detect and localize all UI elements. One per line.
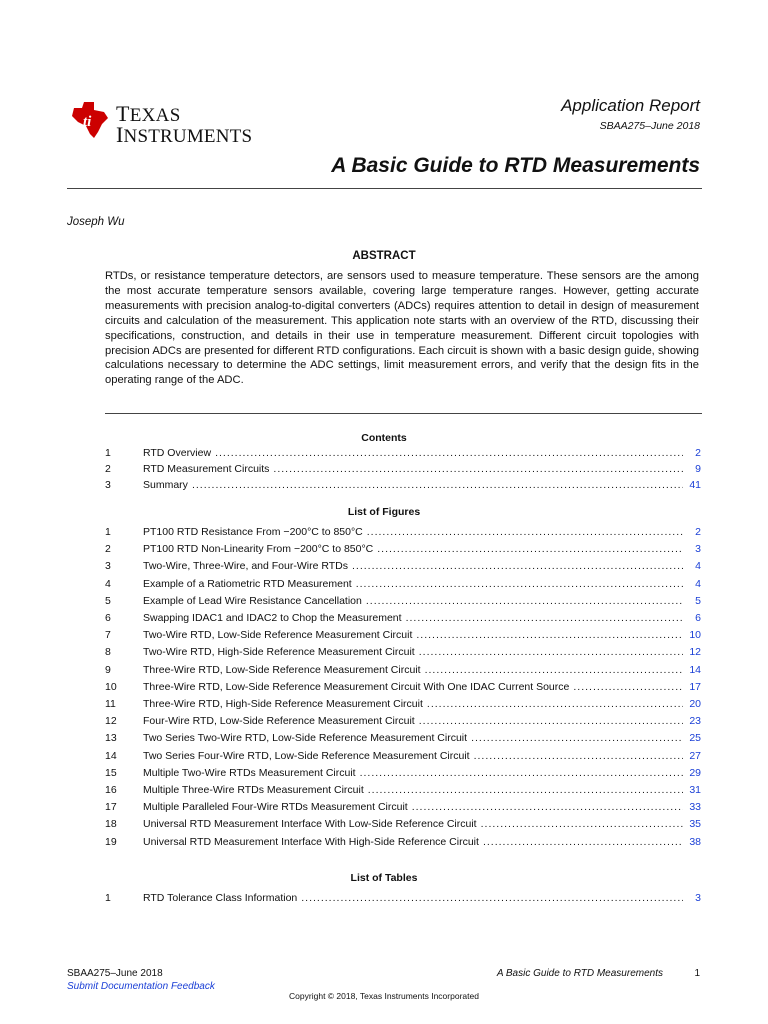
figure-title[interactable]: Two Series Four-Wire RTD, Low-Side Reference Measurement Circuit	[143, 749, 470, 762]
figure-entry[interactable]	[105, 662, 701, 678]
figure-page-link[interactable]: 31	[689, 784, 701, 796]
figure-page-link[interactable]: 17	[689, 680, 701, 693]
figure-entry[interactable]	[105, 644, 701, 660]
figure-number: 7	[105, 629, 111, 642]
figure-entry[interactable]	[105, 816, 701, 832]
dot-leader	[368, 782, 683, 798]
dot-leader	[471, 730, 683, 746]
figure-title[interactable]: Four-Wire RTD, Low-Side Reference Measurement Circuit	[143, 715, 415, 728]
figure-number: 15	[105, 766, 117, 779]
dot-leader	[301, 890, 683, 906]
figure-number: 19	[105, 835, 117, 848]
figure-number: 13	[105, 732, 117, 745]
dot-leader	[192, 477, 683, 493]
table-title[interactable]: RTD Tolerance Class Information	[143, 892, 298, 904]
logo-line-1: TEXAS	[116, 101, 181, 126]
title-divider	[67, 188, 702, 189]
contents-page-link[interactable]: 41	[689, 479, 701, 491]
dot-leader	[481, 816, 683, 832]
figure-page-link[interactable]: 33	[689, 801, 701, 814]
dot-leader	[425, 662, 683, 678]
abstract-text: RTDs, or resistance temperature detectors, are sensors used to measure temperature. These sensors are the among the most accurate temperature sensors available, covering large temperature ranges. However, getting accurate measurements with precision analog-to-digital converters (ADCs) requires attention to detail in design of measurement circuits and calculation of the measurement. This application note starts with an overview of the RTD, discussing their specifications, construction, and details in their use in temperature measurement. Different circuit topologies with precision ADCs are presented for different RTD configurations. Each circuit is shown with a basic design guide, showing calculations necessary to determine the ADC settings, limit measurement errors, and verify that the design fits in the operating range of the ADC.	[105, 270, 699, 387]
figure-page-link[interactable]: 12	[689, 646, 701, 659]
figure-page-link[interactable]: 25	[689, 732, 701, 745]
footer-doc-id: SBAA275–June 2018	[67, 968, 163, 979]
contents-title[interactable]: RTD Overview	[143, 447, 212, 459]
abstract-heading: ABSTRACT	[352, 250, 416, 262]
dot-leader	[573, 679, 683, 695]
figure-entry[interactable]	[105, 696, 701, 712]
figure-page-link[interactable]: 35	[689, 818, 701, 831]
figure-entry[interactable]	[105, 834, 701, 850]
figure-title[interactable]: Multiple Paralleled Four-Wire RTDs Measurement Circuit	[143, 801, 408, 814]
dot-leader	[273, 461, 683, 477]
figure-number: 6	[105, 612, 111, 624]
contents-title[interactable]: Summary	[143, 479, 188, 491]
dot-leader	[356, 576, 683, 592]
figure-entry[interactable]	[105, 610, 701, 626]
figure-number: 4	[105, 577, 111, 590]
figure-entry[interactable]	[105, 765, 701, 781]
dot-leader	[483, 834, 683, 850]
footer-title: A Basic Guide to RTD Measurements	[496, 968, 663, 979]
figure-number: 14	[105, 749, 117, 762]
figure-entry[interactable]	[105, 679, 701, 695]
figure-title[interactable]: Two-Wire RTD, Low-Side Reference Measurement Circuit	[143, 629, 413, 642]
figure-page-link[interactable]: 4	[695, 560, 701, 573]
figure-title[interactable]: Swapping IDAC1 and IDAC2 to Chop the Measurement	[143, 612, 402, 624]
figure-page-link[interactable]: 6	[695, 612, 701, 624]
dot-leader	[377, 541, 683, 557]
figure-title[interactable]: Universal RTD Measurement Interface With High-Side Reference Circuit	[143, 835, 479, 848]
figure-page-link[interactable]: 4	[695, 577, 701, 590]
svg-text:ti: ti	[83, 114, 92, 130]
tables-heading: List of Tables	[350, 872, 418, 884]
figure-entry[interactable]	[105, 782, 701, 798]
figure-number: 12	[105, 715, 117, 728]
figure-number: 3	[105, 560, 111, 573]
figure-number: 9	[105, 663, 111, 676]
table-page-link[interactable]: 3	[695, 892, 701, 904]
figure-title[interactable]: Three-Wire RTD, Low-Side Reference Measurement Circuit With One IDAC Current Source	[143, 680, 570, 693]
page-title: A Basic Guide to RTD Measurements	[331, 154, 700, 177]
figure-entry[interactable]	[105, 576, 701, 592]
figure-number: 11	[105, 698, 116, 710]
figure-entry[interactable]	[105, 524, 701, 540]
figure-page-link[interactable]: 10	[689, 629, 701, 642]
copyright: Copyright © 2018, Texas Instruments Incorporated	[289, 991, 479, 1001]
dot-leader	[360, 765, 683, 781]
figure-title[interactable]: PT100 RTD Non-Linearity From −200°C to 850°C	[143, 543, 374, 556]
table-number: 1	[105, 892, 111, 904]
figure-entry[interactable]	[105, 558, 701, 574]
doc-type: Application Report	[561, 96, 700, 115]
figure-title[interactable]: Two Series Two-Wire RTD, Low-Side Reference Measurement Circuit	[143, 732, 468, 745]
figure-title[interactable]: Multiple Three-Wire RTDs Measurement Circuit	[143, 784, 364, 796]
table-entry[interactable]	[105, 890, 701, 906]
figure-page-link[interactable]: 3	[695, 543, 701, 556]
figure-title[interactable]: Three-Wire RTD, High-Side Reference Measurement Circuit	[143, 698, 423, 710]
figure-entry[interactable]	[105, 748, 701, 764]
figure-number: 8	[105, 646, 111, 659]
contents-number: 1	[105, 447, 111, 459]
dot-leader	[419, 713, 683, 729]
contents-number: 2	[105, 463, 111, 475]
figure-number: 10	[105, 680, 117, 693]
logo-line-2: INSTRUMENTS	[116, 122, 253, 147]
dot-leader	[427, 696, 683, 712]
figure-number: 2	[105, 543, 111, 556]
dot-leader	[419, 644, 683, 660]
feedback-link[interactable]: Submit Documentation Feedback	[67, 981, 215, 992]
figure-entry[interactable]	[105, 730, 701, 746]
abstract-divider	[105, 413, 702, 414]
figure-page-link[interactable]: 5	[695, 594, 701, 607]
figure-page-link[interactable]: 23	[689, 715, 701, 728]
contents-title[interactable]: RTD Measurement Circuits	[143, 463, 270, 475]
author: Joseph Wu	[67, 216, 125, 228]
dot-leader	[412, 799, 683, 815]
contents-entry[interactable]	[105, 445, 701, 461]
doc-id: SBAA275–June 2018	[599, 120, 700, 132]
figure-page-link[interactable]: 27	[689, 749, 701, 762]
dot-leader	[215, 445, 683, 461]
figure-number: 17	[105, 801, 117, 814]
dot-leader	[352, 558, 683, 574]
figure-title[interactable]: Two-Wire RTD, High-Side Reference Measurement Circuit	[143, 646, 415, 659]
contents-heading: Contents	[361, 432, 407, 444]
dot-leader	[406, 610, 683, 626]
contents-entry[interactable]	[105, 461, 701, 477]
dot-leader	[367, 524, 683, 540]
figure-number: 18	[105, 818, 117, 831]
figure-title[interactable]: PT100 RTD Resistance From −200°C to 850°C	[143, 526, 363, 538]
contents-entry[interactable]	[105, 477, 701, 493]
figure-page-link[interactable]: 38	[689, 835, 701, 848]
figure-entry[interactable]	[105, 627, 701, 643]
figure-title[interactable]: Multiple Two-Wire RTDs Measurement Circuit	[143, 766, 356, 779]
figure-page-link[interactable]: 2	[695, 526, 701, 538]
contents-page-link[interactable]: 2	[695, 447, 701, 459]
figure-page-link[interactable]: 20	[689, 698, 701, 710]
figure-entry[interactable]	[105, 593, 701, 609]
figure-number: 5	[105, 594, 111, 607]
figure-number: 16	[105, 784, 117, 796]
figure-title[interactable]: Example of Lead Wire Resistance Cancellation	[143, 594, 362, 607]
footer-page-number: 1	[694, 968, 700, 979]
figure-number: 1	[105, 526, 111, 538]
figure-title[interactable]: Universal RTD Measurement Interface With Low-Side Reference Circuit	[143, 818, 477, 831]
dot-leader	[416, 627, 683, 643]
dot-leader	[366, 593, 683, 609]
contents-page-link[interactable]: 9	[695, 463, 701, 475]
figure-page-link[interactable]: 29	[689, 766, 701, 779]
texas-state-icon	[68, 98, 112, 142]
figure-title[interactable]: Three-Wire RTD, Low-Side Reference Measurement Circuit	[143, 663, 421, 676]
figure-entry[interactable]	[105, 713, 701, 729]
figures-heading: List of Figures	[347, 506, 421, 518]
ti-logo	[68, 98, 268, 148]
logo-wordmark	[116, 101, 253, 147]
figure-entry[interactable]	[105, 799, 701, 815]
dot-leader	[474, 748, 683, 764]
figure-title[interactable]: Example of a Ratiometric RTD Measurement	[143, 577, 352, 590]
figure-entry[interactable]	[105, 541, 701, 557]
figure-page-link[interactable]: 14	[689, 663, 701, 676]
figure-title[interactable]: Two-Wire, Three-Wire, and Four-Wire RTDs	[143, 560, 348, 573]
contents-number: 3	[105, 479, 111, 491]
